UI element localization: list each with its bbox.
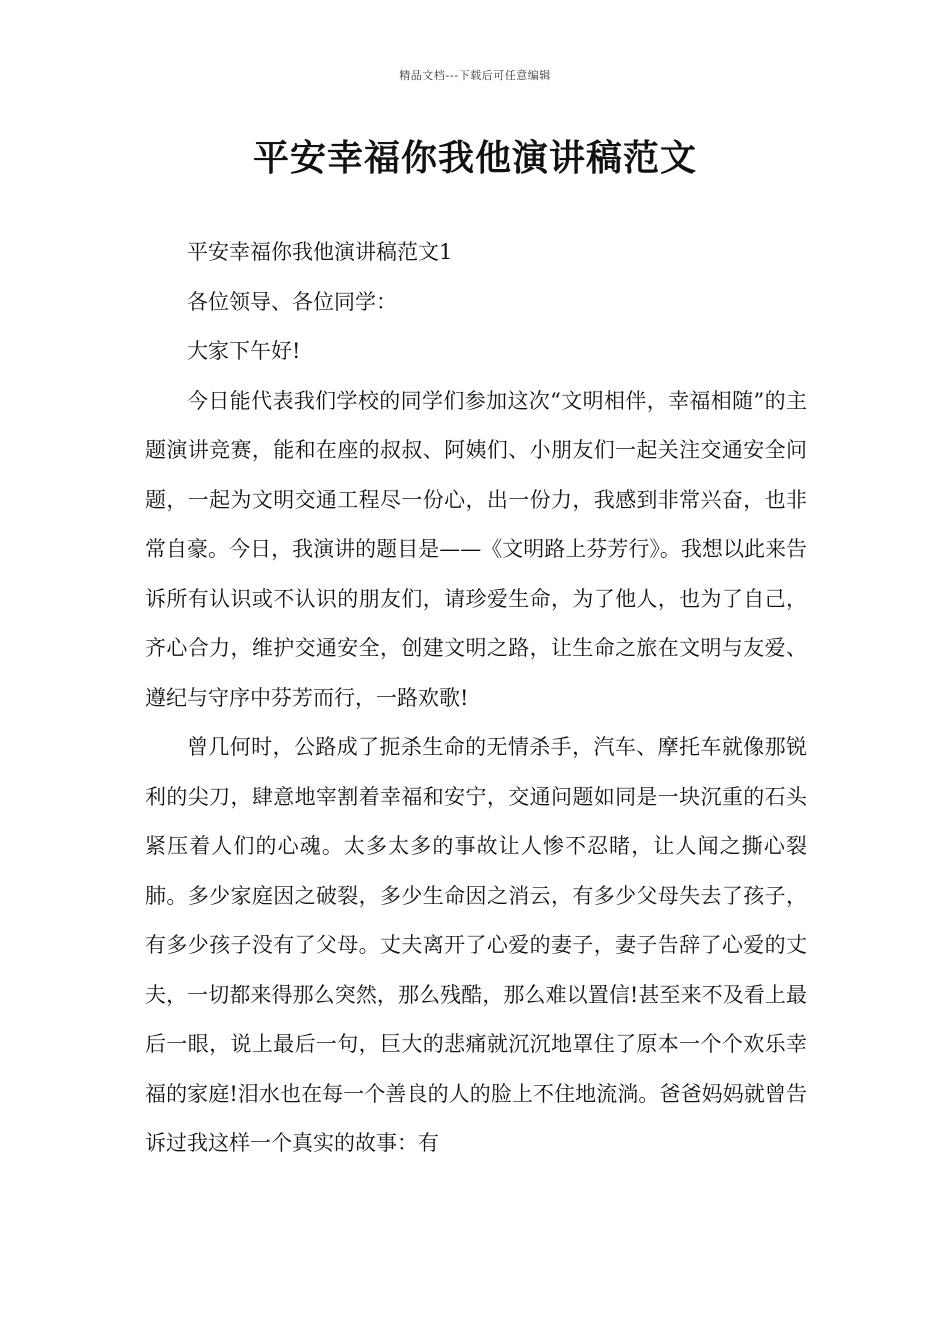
document-body [145,228,807,1169]
page-header-note: 精品文档---下载后可任意编辑 [399,69,551,82]
paragraph-greeting: 大家下午好! [187,339,301,363]
paragraph-subtitle: 平安幸福你我他演讲稿范文1 [187,240,453,264]
paragraph-salutation: 各位领导、各位同学： [187,289,397,314]
paragraph-body-1: 今日能代表我们学校的同学们参加这次“文明相伴，幸福相随”的主题演讲竞赛，能和在座的叔叔、阿姨们、小朋友们一起关注交通安全问题，一起为文明交通工程尽一份心，出一份力，我感到非常兴奋，也非常自豪。今日，我演讲的题目是——《文明路上芬芳行》。我想以此来告诉所有认识或不认识的朋友们，请珍爱生命，为了他人，也为了自己，齐心合力，维护交通安全，创建文明之路，让生命之旅在文明与友爱、遵纪与守序中芬芳而行，一路欢歌! [145,388,807,710]
document-title: 平安幸福你我他演讲稿范文 [252,138,697,179]
paragraph-body-2: 曾几何时，公路成了扼杀生命的无情杀手，汽车、摩托车就像那锐利的尖刀，肆意地宰割着幸福和安宁，交通问题如同是一块沉重的石头紧压着人们的心魂。太多太多的事故让人惨不忍睹，让人闻之撕心裂肺。多少家庭因之破裂，多少生命因之消云，有多少父母失去了孩子，有多少孩子没有了父母。丈夫离开了心爱的妻子，妻子告辞了心爱的丈夫，一切都来得那么突然，那么残酷，那么难以置信!甚至来不及看上最后一眼，说上最后一句，巨大的悲痛就沉沉地罩住了原本一个个欢乐幸福的家庭!泪水也在每一个善良的人的脸上不住地流淌。爸爸妈妈就曾告诉过我这样一个真实的故事：有 [145,735,807,1155]
